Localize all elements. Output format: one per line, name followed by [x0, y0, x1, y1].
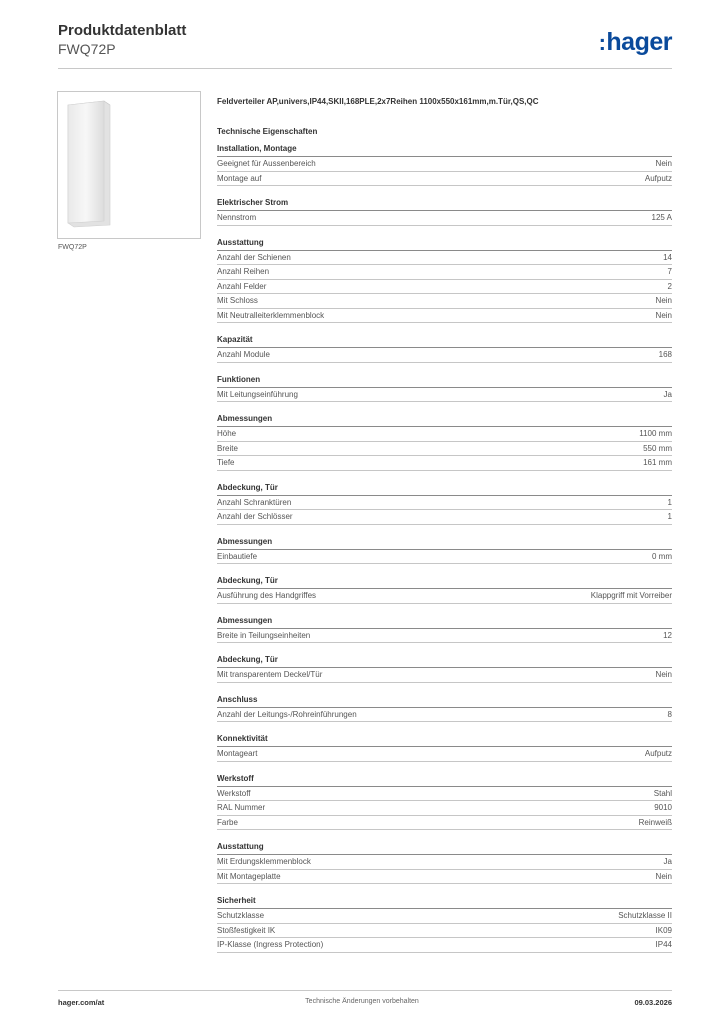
spec-label: Schutzklasse [217, 911, 265, 920]
spec-row [217, 456, 672, 471]
spec-group-title: Sicherheit [217, 894, 672, 909]
spec-value: 161 mm [643, 458, 672, 467]
spec-label: Ausführung des Handgriffes [217, 591, 317, 600]
spec-label: Einbautiefe [217, 551, 258, 561]
hager-logo [599, 28, 672, 57]
spec-row [217, 265, 672, 280]
spec-group [217, 535, 672, 565]
spec-row [217, 348, 672, 363]
spec-label: Montageart [217, 749, 258, 758]
spec-row [217, 629, 672, 644]
spec-group-title: Abdeckung, Tür [217, 574, 672, 589]
product-code: FWQ72P [58, 41, 116, 57]
spec-row [217, 442, 672, 457]
spec-row [217, 589, 672, 604]
spec-row [217, 388, 672, 403]
spec-group-title: Anschluss [217, 693, 672, 708]
spec-row [217, 938, 672, 953]
spec-label: Höhe [217, 429, 237, 438]
spec-value: 12 [663, 630, 672, 640]
spec-content [217, 97, 672, 963]
spec-group [217, 196, 672, 226]
document-title: Produktdatenblatt [58, 22, 187, 39]
spec-group [217, 653, 672, 683]
spec-value: 550 mm [643, 443, 672, 453]
spec-group [217, 614, 672, 644]
spec-value: 7 [667, 267, 672, 276]
spec-label: Montage auf [217, 173, 262, 183]
spec-group-title: Konnektivität [217, 732, 672, 747]
spec-value: 0 mm [652, 551, 672, 561]
spec-value: 1100 mm [639, 429, 672, 438]
spec-value: Klappgriff mit Vorreiber [590, 591, 672, 600]
spec-group-title: Kapazität [217, 333, 672, 348]
product-description: Feldverteiler AP,univers,IP44,SKII,168PLE,2x7Reihen 1100x550x161mm,m.Tür,QS,QC [217, 97, 539, 106]
spec-group-title: Abmessungen [217, 412, 672, 427]
spec-row [217, 211, 672, 226]
spec-label: Mit Erdungsklemmenblock [217, 857, 311, 866]
spec-group-title: Werkstoff [217, 772, 672, 787]
spec-group-title: Abdeckung, Tür [217, 653, 672, 668]
spec-row [217, 510, 672, 525]
spec-group [217, 732, 672, 762]
spec-row [217, 816, 672, 831]
spec-group-title: Installation, Montage [217, 142, 672, 157]
spec-value: Stahl [653, 788, 672, 798]
spec-value: Reinweiß [638, 817, 672, 827]
spec-label: Tiefe [217, 458, 235, 467]
spec-value: Schutzklasse II [618, 911, 672, 920]
image-caption: FWQ72P [58, 244, 87, 251]
spec-group-title: Funktionen [217, 373, 672, 388]
spec-row [217, 870, 672, 885]
spec-row [217, 550, 672, 565]
spec-row [217, 309, 672, 324]
cabinet-image-icon [64, 99, 112, 228]
spec-label: Geeignet für Aussenbereich [217, 159, 316, 168]
spec-label: Anzahl der Schlösser [217, 512, 293, 521]
footer-divider [58, 990, 672, 991]
spec-row [217, 668, 672, 683]
spec-value: IK09 [655, 925, 672, 935]
spec-row [217, 801, 672, 816]
spec-label: Anzahl Schranktüren [217, 497, 292, 507]
footer-website: hager.com/at [58, 998, 105, 1007]
spec-row [217, 157, 672, 172]
footer-date: 09.03.2026 [634, 998, 672, 1007]
spec-label: Breite [217, 443, 238, 453]
spec-value: Ja [663, 857, 672, 866]
spec-label: Mit transparentem Deckel/Tür [217, 670, 323, 679]
spec-group [217, 412, 672, 471]
spec-row [217, 708, 672, 723]
spec-group [217, 333, 672, 363]
spec-value: 8 [667, 709, 672, 719]
spec-row [217, 172, 672, 187]
header-divider [58, 68, 672, 69]
spec-label: Mit Neutralleiterklemmenblock [217, 310, 325, 320]
spec-value: Nein [655, 296, 672, 305]
spec-group [217, 481, 672, 525]
spec-row [217, 496, 672, 511]
spec-row [217, 787, 672, 802]
spec-group [217, 693, 672, 723]
spec-group-title: Ausstattung [217, 840, 672, 855]
spec-label: Anzahl Module [217, 350, 270, 359]
spec-group [217, 772, 672, 831]
spec-label: Breite in Teilungseinheiten [217, 630, 311, 640]
spec-value: 1 [667, 512, 672, 521]
spec-value: 125 A [651, 213, 672, 222]
tech-properties-heading: Technische Eigenschaften [217, 127, 318, 136]
spec-label: Stoßfestigkeit IK [217, 925, 276, 935]
spec-group [217, 373, 672, 403]
spec-group-title: Elektrischer Strom [217, 196, 672, 211]
spec-label: Anzahl Felder [217, 281, 267, 291]
spec-group-title: Abdeckung, Tür [217, 481, 672, 496]
spec-value: 2 [667, 281, 672, 291]
spec-group [217, 894, 672, 953]
spec-value: 14 [663, 252, 672, 262]
spec-value: Aufputz [644, 749, 672, 758]
logo-text: hager [606, 28, 672, 56]
spec-group [217, 574, 672, 604]
spec-value: 9010 [654, 803, 672, 812]
spec-row [217, 747, 672, 762]
spec-value: Nein [655, 159, 672, 168]
spec-value: Nein [655, 670, 672, 679]
spec-row [217, 427, 672, 442]
spec-label: Mit Leitungseinführung [217, 389, 298, 399]
spec-group-title: Abmessungen [217, 535, 672, 550]
spec-value: IP44 [655, 940, 672, 949]
spec-label: Farbe [217, 817, 238, 827]
spec-value: Ja [663, 389, 672, 399]
spec-value: Aufputz [644, 173, 672, 183]
spec-row [217, 294, 672, 309]
spec-group-title: Abmessungen [217, 614, 672, 629]
product-image-frame [57, 91, 201, 239]
spec-value: 168 [658, 350, 672, 359]
spec-label: Werkstoff [217, 788, 251, 798]
spec-row [217, 924, 672, 939]
spec-row [217, 251, 672, 266]
spec-label: Nennstrom [217, 213, 257, 222]
spec-label: Anzahl Reihen [217, 267, 270, 276]
spec-row [217, 280, 672, 295]
spec-groups [217, 142, 672, 953]
spec-group-title: Ausstattung [217, 236, 672, 251]
spec-label: Anzahl der Schienen [217, 252, 291, 262]
spec-label: IP-Klasse (Ingress Protection) [217, 940, 324, 949]
spec-group [217, 236, 672, 324]
spec-group [217, 142, 672, 186]
spec-group [217, 840, 672, 884]
logo-dots-icon: : [598, 30, 606, 55]
spec-row [217, 855, 672, 870]
spec-label: RAL Nummer [217, 803, 266, 812]
spec-label: Anzahl der Leitungs-/Rohreinführungen [217, 709, 357, 719]
spec-row [217, 909, 672, 924]
footer-note: Technische Änderungen vorbehalten [305, 998, 419, 1005]
spec-value: Nein [655, 310, 672, 320]
spec-value: Nein [655, 871, 672, 881]
spec-label: Mit Montageplatte [217, 871, 281, 881]
spec-label: Mit Schloss [217, 296, 258, 305]
spec-value: 1 [667, 497, 672, 507]
